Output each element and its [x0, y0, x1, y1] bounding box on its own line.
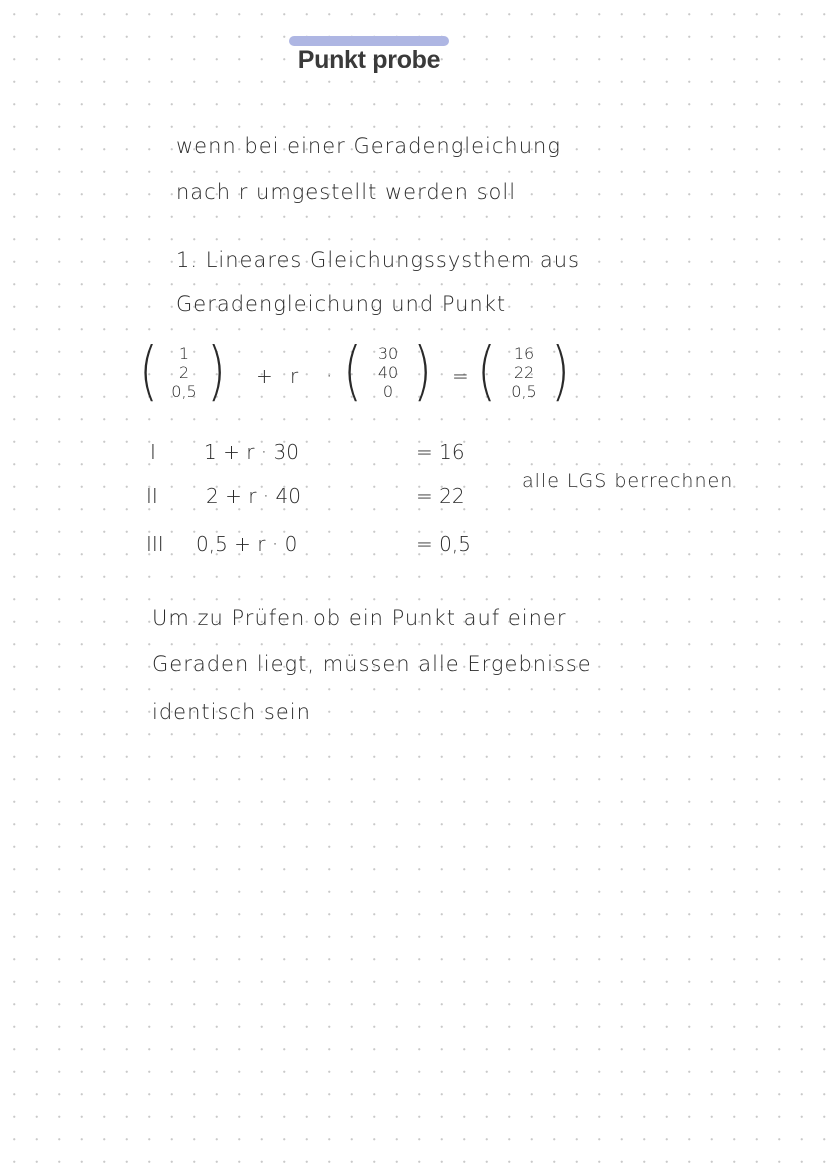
plus-sign: + [256, 364, 273, 388]
direction-vector-values [370, 344, 406, 401]
point-x: 16 [513, 344, 535, 363]
equals-sign: = [452, 364, 469, 388]
point-z: 0,5 [511, 382, 537, 401]
support-z: 0,5 [171, 382, 197, 401]
page-title: Punkt probe [297, 46, 441, 74]
direction-x: 30 [377, 344, 399, 363]
direction-z: 0 [382, 382, 394, 401]
support-vector [136, 335, 226, 409]
linear-system [146, 440, 506, 570]
right-parenthesis: ) [413, 335, 432, 409]
left-parenthesis: ( [477, 335, 496, 409]
side-note: alle LGS berrechnen [522, 470, 734, 492]
point-y: 22 [513, 363, 535, 382]
equation-rhs-2: = 22 [416, 484, 465, 508]
equation-lhs-1: 1 + r · 30 [204, 440, 299, 464]
equation-rhs-1: = 16 [416, 440, 465, 464]
step1-line-1: 1. Lineares Gleichungssysthem aus [176, 248, 580, 272]
conclusion-line-2: Geraden liegt, müssen alle Ergebnisse [152, 652, 592, 676]
direction-y: 40 [377, 363, 399, 382]
left-parenthesis: ( [343, 335, 362, 409]
conclusion-line-3: identisch sein [152, 700, 311, 724]
parameter-r: r [290, 364, 299, 388]
support-y: 2 [178, 363, 190, 382]
conclusion-line-1: Um zu Prüfen ob ein Punkt auf einer [152, 606, 567, 630]
title-highlight-bar [289, 36, 449, 46]
equation-lhs-2: 2 + r · 40 [206, 484, 301, 508]
step1-line-2: Geradengleichung und Punkt [176, 292, 507, 316]
equation-lhs-3: 0,5 + r · 0 [196, 532, 298, 556]
vector-equation [136, 335, 586, 414]
equation-label-3: III [146, 532, 164, 556]
point-vector [474, 335, 574, 409]
left-parenthesis: ( [139, 335, 158, 409]
equation-label-1: I [150, 440, 156, 464]
right-parenthesis: ) [551, 335, 570, 409]
support-x: 1 [178, 344, 190, 363]
point-vector-values [504, 344, 544, 401]
direction-vector [340, 335, 440, 409]
title-block [289, 34, 449, 82]
multiply-dot: · [326, 364, 333, 388]
support-vector-values [169, 344, 199, 401]
equation-rhs-3: = 0,5 [416, 532, 471, 556]
equation-label-2: II [146, 484, 158, 508]
intro-line-2: nach r umgestellt werden soll [176, 180, 517, 204]
intro-line-1: wenn bei einer Geradengleichung [176, 134, 561, 158]
right-parenthesis: ) [207, 335, 226, 409]
